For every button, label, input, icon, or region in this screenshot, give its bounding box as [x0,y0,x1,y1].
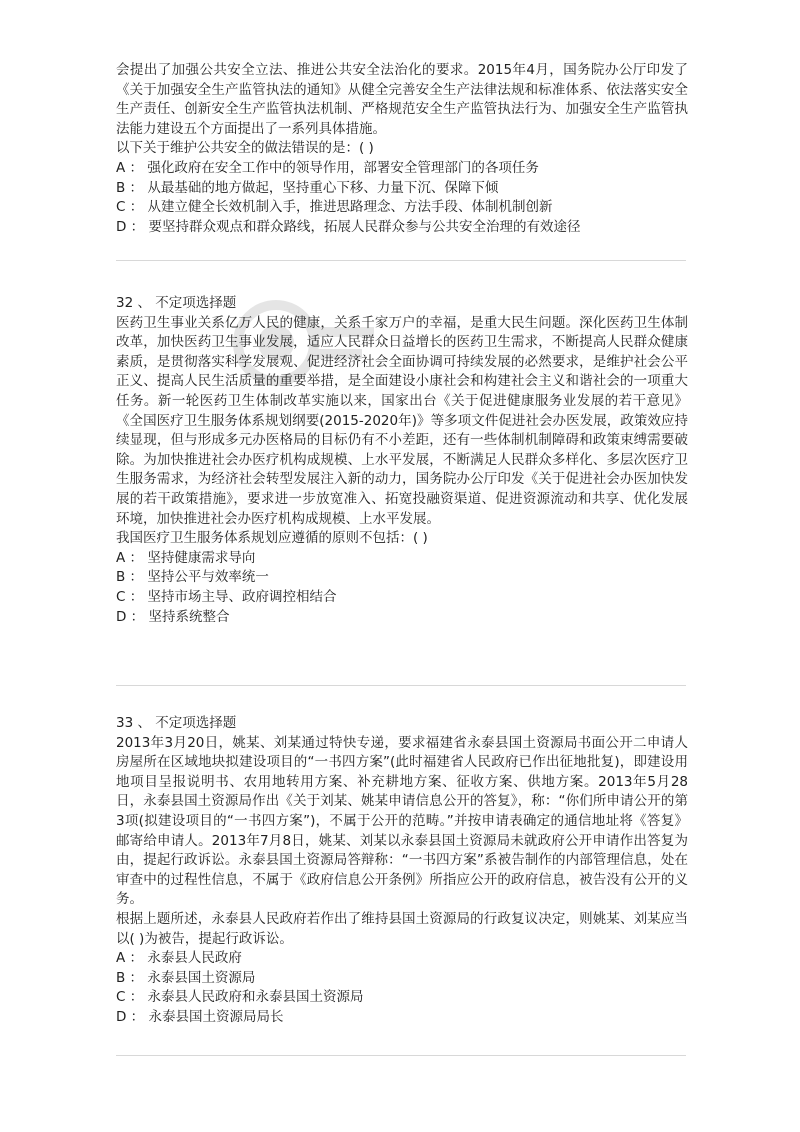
question-31-option-c[interactable]: C ： 从建立健全长效机制入手，推进思路理念、方法手段、体制机制创新 [116,199,553,216]
question-32-option-d[interactable]: D ： 坚持系统整合 [116,608,230,625]
question-33-passage: 2013年3月20日，姚某、刘某通过特快专递，要求福建省永泰县国土资源局书面公开二申请人房屋所在区域地块拟建设项目的“一书四方案”(此时福建省人民政府已作出征地批复)，即建设用地项目呈报说明书、农用地转用方案、补充耕地方案、征收方案、供地方案。2013年5月28日，永泰县国土资源局作出《关于刘某、姚某申请信息公开的答复》，称：“你们所申请公开的第3项(拟建设项目的“一书四方案”)，不属于公开的范畴。”并按申请表确定的通信地址将《答复》邮寄给申请人。2013年7月8日，姚某、刘某以永泰县国土资源局未就政府公开申请作出答复为由，提起行政诉讼。永泰县国土资源局答辩称：“一书四方案”系被告制作的内部管理信息，处在审查中的过程性信息，不属于《政府信息公开条例》所指应公开的政府信息，被告没有公开的义务。 [116,734,688,908]
question-31-prompt: 以下关于维护公共安全的做法错误的是：( ) [116,140,374,157]
question-31-option-d[interactable]: D ： 要坚持群众观点和群众路线，拓展人民群众参与公共安全治理的有效途径 [116,218,581,235]
question-32 [116,294,688,627]
question-32-option-b[interactable]: B ： 坚持公平与效率统一 [116,569,269,586]
question-31-option-a[interactable]: A ： 强化政府在安全工作中的领导作用，部署安全管理部门的各项任务 [116,159,539,176]
question-32-passage: 医药卫生事业关系亿万人民的健康，关系千家万户的幸福，是重大民生问题。深化医药卫生体制改革，加快医药卫生事业发展，适应人民群众日益增长的医药卫生需求，不断提高人民群众健康素质，是贯彻落实科学发展观、促进经济社会全面协调可持续发展的必然要求，是维护社会公平正义、提高人民生活质量的重要举措，是全面建设小康社会和构建社会主义和谐社会的一项重大任务。新一轮医药卫生体制改革实施以来，国家出台《关于促进健康服务业发展的若干意见》《全国医疗卫生服务体系规划纲要(2015-2020年)》等多项文件促进社会办医发展，政策效应持续显现，但与形成多元办医格局的目标仍有不小差距，还有一些体制机制障碍和政策束缚需要破除。为加快推进社会办医疗机构成规模、上水平发展，不断满足人民群众多样化、多层次医疗卫生服务需求，为经济社会转型发展注入新的动力，国务院办公厅印发《关于促进社会办医加快发展的若干政策措施》，要求进一步放宽准入、拓宽投融资渠道、促进资源流动和共享、优化发展环境，加快推进社会办医疗机构成规模、上水平发展。 [116,314,688,527]
question-33 [116,714,688,1028]
question-31-passage: 会提出了加强公共安全立法、推进公共安全法治化的要求。2015年4月，国务院办公厅印发了《关于加强安全生产监管执法的通知》从健全完善安全生产法律法规和标准体系、依法落实安全生产责任、创新安全生产监管执法机制、严格规范安全生产监管执法行为、加强安全生产监管执法能力建设五个方面提出了一系列具体措施。 [116,62,688,137]
question-33-header: 33 、 不定项选择题 [116,715,237,731]
question-32-prompt: 我国医疗卫生服务体系规划应遵循的原则不包括：( ) [116,530,428,547]
question-31-option-b[interactable]: B ： 从最基础的地方做起，坚持重心下移、力量下沉、保障下倾 [116,179,499,196]
question-33-option-b[interactable]: B ： 永泰县国土资源局 [116,969,256,986]
question-31 [116,61,688,237]
question-33-option-a[interactable]: A ： 永泰县人民政府 [116,950,242,967]
divider [116,1055,686,1056]
divider [116,260,686,261]
question-33-option-d[interactable]: D ： 永泰县国土资源局局长 [116,1008,284,1025]
question-32-header: 32 、 不定项选择题 [116,295,237,311]
question-33-option-c[interactable]: C ： 永泰县人民政府和永泰县国土资源局 [116,989,364,1006]
question-32-option-a[interactable]: A ： 坚持健康需求导向 [116,549,256,566]
question-32-option-c[interactable]: C ： 坚持市场主导、政府调控相结合 [116,588,337,605]
question-33-prompt: 根据上题所述，永泰县人民政府若作出了维持县国土资源局的行政复议决定，则姚某、刘某应当以( )为被告，提起行政诉讼。 [116,910,688,947]
divider [116,685,686,686]
